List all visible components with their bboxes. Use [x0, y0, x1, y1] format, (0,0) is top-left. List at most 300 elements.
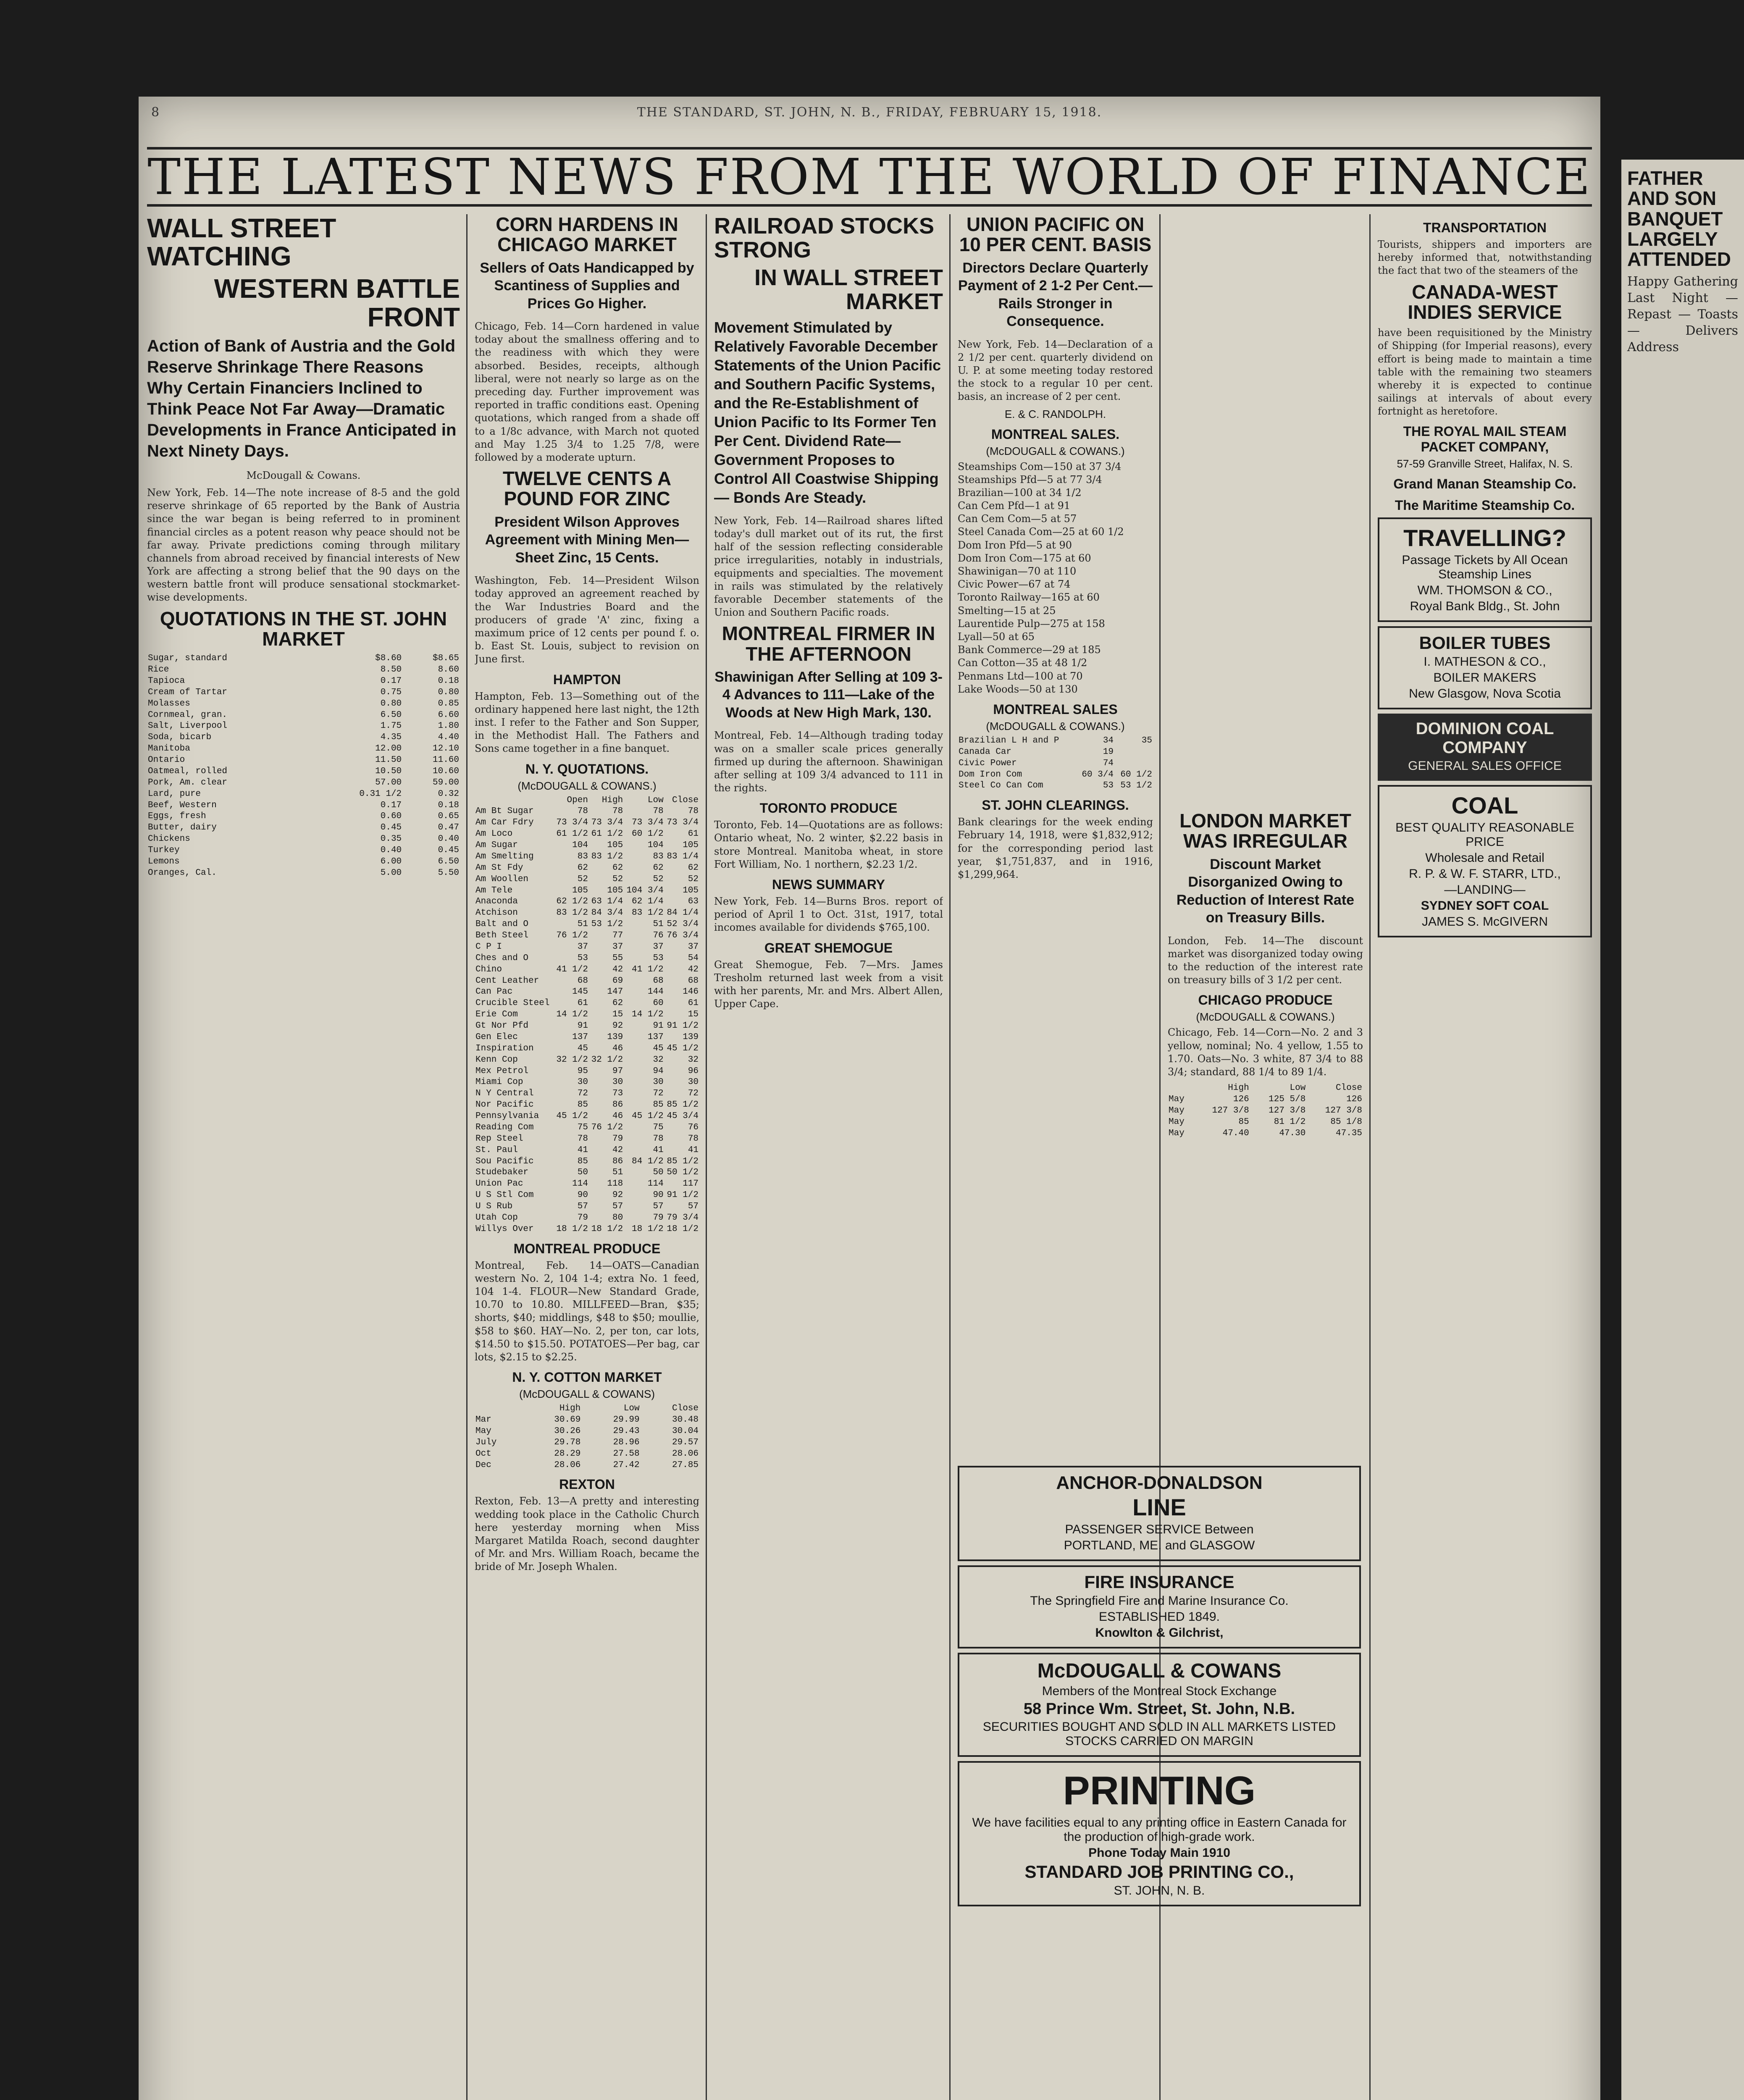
table-cell: 79 [612, 1134, 623, 1144]
table-cell: 104 [647, 840, 664, 850]
ad-matheson-city: New Glasgow, Nova Scotia [1409, 687, 1561, 701]
table-header [475, 1403, 699, 1415]
deck-zinc: President Wilson Approves Agreement with Mining Men—Sheet Zinc, 15 Cents. [485, 514, 689, 566]
list-item: Can Cotton—35 at 48 1/2 [958, 657, 1087, 669]
table-cell: 78 [653, 806, 664, 816]
table-cell: 85 [577, 1156, 588, 1166]
table-cell: Am Bt Sugar [475, 806, 534, 816]
table-cell: 6.60 [438, 710, 459, 720]
list-item: Steamships Com—150 at 37 3/4 [958, 460, 1122, 472]
table-cell: Kenn Cop [475, 1055, 518, 1065]
table-row [147, 789, 460, 800]
table-cell: 51 [577, 919, 588, 929]
headline-union-pacific: UNION PACIFIC ON 10 PER CENT. BASIS [959, 214, 1152, 256]
table-cell: 0.45 [438, 845, 459, 856]
packet-company: THE ROYAL MAIL STEAM PACKET COMPANY, [1403, 424, 1567, 455]
adjacent-headline: FATHER AND SON BANQUET LARGELY ATTENDED [1627, 167, 1731, 270]
table-cell: 0.75 [380, 687, 402, 697]
header-cell: Open [567, 795, 588, 805]
table-cell: 14 1/2 [632, 1010, 664, 1020]
ad-coal-title: COAL [1451, 792, 1518, 819]
deck-corn: Sellers of Oats Handicapped by Scantiness of Supplies and Prices Go Higher. [480, 260, 694, 312]
table-row [475, 942, 699, 953]
headline-nyq: N. Y. QUOTATIONS. [525, 761, 649, 777]
ad-travelling-co: WM. THOMSON & CO., [1417, 583, 1552, 598]
headline-cotton: N. Y. COTTON MARKET [512, 1370, 662, 1385]
table-cell: 52 [653, 874, 664, 884]
headline-west-indies: CANADA-WEST INDIES SERVICE [1408, 281, 1562, 323]
header-cell [475, 1403, 523, 1415]
table-row [958, 747, 1153, 758]
headline-battle-front: WESTERN BATTLE FRONT [214, 273, 460, 332]
table-cell: 54 [688, 953, 699, 963]
list-item: Dom Iron Pfd—5 at 90 [958, 539, 1072, 551]
table-cell: 45 3/4 [667, 1111, 699, 1121]
ad-anchor-route: PORTLAND, ME. and GLASGOW [1064, 1538, 1255, 1552]
nyq-table [475, 795, 699, 1235]
ad-sydney: SYDNEY SOFT COAL [1421, 899, 1549, 913]
table-cell: Steel Co Can Com [959, 781, 1043, 791]
column-rule [949, 214, 951, 2100]
table-cell: 60 1/2 [632, 829, 664, 839]
table-cell: 104 3/4 [626, 885, 664, 895]
table-cell: May [475, 1426, 491, 1436]
table-cell: 53 1/2 [591, 919, 623, 929]
header-cell: Close [1335, 1083, 1362, 1093]
table-cell: 57 [577, 1202, 588, 1211]
table-row [475, 1213, 699, 1224]
table-cell: Pennsylvania [475, 1111, 539, 1121]
table-cell: 18 1/2 [556, 1224, 588, 1234]
table-row [147, 710, 460, 721]
table-row [475, 1122, 699, 1134]
table-cell: 32 [653, 1055, 664, 1065]
table-cell: 0.85 [438, 698, 459, 709]
table-cell: 53 [577, 953, 588, 963]
headline-london: LONDON MARKET WAS IRREGULAR [1179, 810, 1351, 852]
table-cell: 47.35 [1335, 1128, 1362, 1138]
ads-block [958, 1462, 1361, 1911]
table-cell: 1.75 [380, 721, 402, 731]
headline-transportation: TRANSPORTATION [1423, 220, 1547, 235]
table-cell: St. Paul [475, 1145, 518, 1155]
table-cell: 57.00 [375, 777, 402, 788]
headline-rexton: REXTON [559, 1477, 615, 1492]
table-row [475, 1167, 699, 1179]
table-row [147, 822, 460, 834]
table-cell: 61 [688, 998, 699, 1008]
table-cell: 50 1/2 [667, 1168, 699, 1178]
table-row [475, 987, 699, 998]
table-cell: 0.40 [380, 845, 402, 856]
table-cell: Canada Car [959, 747, 1012, 757]
table-cell: 75 [577, 1122, 588, 1132]
table-cell: 95 [577, 1066, 588, 1076]
table-cell [1114, 758, 1153, 769]
ad-mcgivern: JAMES S. McGIVERN [1421, 915, 1548, 929]
table-cell: 0.31 1/2 [359, 789, 402, 799]
table-cell: 105 [607, 840, 623, 850]
list-item: Civic Power—67 at 74 [958, 578, 1071, 591]
table-cell: Manitoba [148, 744, 190, 754]
table-cell: 91 [577, 1021, 588, 1031]
table-cell: 0.47 [438, 823, 459, 833]
table-row [147, 687, 460, 698]
table-cell: 84 3/4 [591, 908, 623, 918]
table-row [475, 1043, 699, 1055]
deck-railroad: Movement Stimulated by Relatively Favorable December Statements of the Union Pacific and Southern Pacific Systems, and the Re-Establishment of Union Pacific to Its Former Ten Per Cent. Dividend Rate—Government Proposes to Control All Coastwise Shipping — Bonds Are Steady. [714, 318, 941, 506]
table-cell: 96 [688, 1066, 699, 1076]
header-cell [475, 795, 554, 806]
table-cell: 6.50 [380, 710, 402, 720]
table-cell: 72 [577, 1089, 588, 1099]
table-row [1168, 1128, 1363, 1139]
packet-address: 57-59 Granville Street, Halifax, N. S. [1397, 457, 1573, 470]
ad-mcd-sub: Members of the Montreal Stock Exchange [1042, 1684, 1277, 1698]
table-cell: 12.00 [375, 744, 402, 754]
headline-wall-street-market: IN WALL STREET MARKET [754, 265, 943, 315]
table-cell: 28.96 [613, 1437, 640, 1447]
table-cell: 81 1/2 [1274, 1117, 1306, 1127]
table-cell: 6.00 [380, 856, 402, 866]
table-cell: 61 [577, 998, 588, 1008]
table-cell: 45 1/2 [556, 1111, 588, 1121]
article-body: New York, Feb. 14—Declaration of a 2 1/2 per cent. quarterly dividend on U. P. at some meeting today restored the stock to a regular 10 per cent. basis, an increase of 2 per cent. [958, 338, 1153, 403]
ad-travelling-addr: Royal Bank Bldg., St. John [1410, 599, 1560, 614]
chicago-credit: (McDOUGALL & COWANS.) [1196, 1011, 1335, 1024]
table-cell: 57 [688, 1202, 699, 1211]
table-cell: 53 [1103, 781, 1114, 791]
header-cell: Close [672, 795, 699, 805]
table-row [147, 868, 460, 879]
article-body: Great Shemogue, Feb. 7—Mrs. James Tresholm returned last week from a visit with her parents, Mr. and Mrs. Albert Allen, Upper Cape. [714, 958, 943, 1010]
header-cell: Close [672, 1404, 699, 1414]
table-cell: U S Rub [475, 1202, 513, 1211]
table-row [475, 1460, 699, 1471]
table-cell: 45 1/2 [667, 1043, 699, 1053]
grand-manan: Grand Manan Steamship Co. [1393, 476, 1576, 492]
table-cell: Studebaker [475, 1168, 529, 1178]
table-cell: May [1169, 1094, 1185, 1104]
table-cell: 50 [653, 1168, 664, 1178]
table-cell: Beef, Western [148, 800, 217, 810]
table-cell: 0.65 [438, 811, 459, 822]
table-cell: 12.10 [432, 744, 459, 754]
table-cell: 85 1/8 [1330, 1117, 1362, 1127]
table-row [147, 766, 460, 777]
table-cell: 29.78 [554, 1437, 581, 1447]
ad-landing: —LANDING— [1444, 883, 1526, 897]
table-row [958, 735, 1153, 747]
ad-mcd-addr: 58 Prince Wm. Street, St. John, N.B. [1023, 1700, 1295, 1718]
header-cell: Low [647, 795, 664, 805]
table-cell: 30 [612, 1077, 623, 1087]
table-cell: 73 3/4 [591, 818, 623, 828]
table-cell: 34 [1103, 735, 1114, 746]
table-row [475, 1426, 699, 1437]
table-cell: 45 [653, 1043, 664, 1053]
table-cell: Am Car Fdry [475, 818, 534, 828]
column-1 [147, 214, 460, 2100]
table-cell: 63 1/4 [591, 897, 623, 907]
table-cell: 61 1/2 [591, 829, 623, 839]
headline-quotations: QUOTATIONS IN THE ST. JOHN MARKET [160, 607, 447, 650]
table-cell: 73 3/4 [667, 818, 699, 828]
ad-print-co: STANDARD JOB PRINTING CO., [1024, 1862, 1294, 1882]
table-row [475, 908, 699, 919]
ad-starr: R. P. & W. F. STARR, LTD., [1409, 867, 1561, 881]
table-cell: Atchison [475, 908, 518, 918]
table-cell: 76 1/2 [591, 1122, 623, 1132]
table-cell: May [1169, 1117, 1185, 1127]
table-cell: 139 [607, 1032, 623, 1042]
ad-boiler [1378, 626, 1592, 709]
table-cell: 85 [577, 1100, 588, 1110]
table-cell: 139 [683, 1032, 699, 1042]
headline-montreal-sales-2: MONTREAL SALES [993, 701, 1118, 717]
header-cell: Low [1290, 1083, 1306, 1093]
table-cell: 32 1/2 [556, 1055, 588, 1065]
table-cell: 60 [653, 998, 664, 1008]
table-cell: 73 3/4 [632, 818, 664, 828]
table-row [147, 777, 460, 789]
transport-intro: Tourists, shippers and importers are hereby informed that, notwithstanding the fact that two of the steamers of the [1378, 239, 1592, 277]
list-item: Dom Iron Com—175 at 60 [958, 552, 1091, 564]
table-cell: 145 [572, 987, 588, 997]
table-cell: Am Tele [475, 885, 513, 895]
table-cell: 4.40 [438, 732, 459, 743]
table-cell: 0.17 [380, 676, 402, 686]
header-cell: High [601, 795, 623, 805]
table-cell: Anaconda [475, 897, 518, 907]
column-rule [466, 214, 468, 2100]
table-cell: 42 [688, 964, 699, 974]
table-cell: 90 [577, 1190, 588, 1200]
table-row [475, 874, 699, 885]
table-cell: 37 [688, 942, 699, 952]
table-cell: 85 [1238, 1117, 1249, 1127]
table-cell: 68 [653, 976, 664, 986]
table-cell: 105 [607, 885, 623, 895]
table-cell: 144 [647, 987, 664, 997]
article-body: Toronto, Feb. 14—Quotations are as follows: Ontario wheat, No. 2 winter, $2.22 basis in store Montreal. Manitoba wheat, in store Fort William, No. 1 northern, $2.23 1/2. [714, 819, 943, 870]
table-cell: 47.40 [1222, 1128, 1249, 1138]
ad-fire-title: FIRE INSURANCE [1084, 1572, 1234, 1592]
article-body: Washington, Feb. 14—President Wilson today approved an agreement reached by the War Industries Board and the producers of grade 'A' zinc, fixing a maximum price of 12 cents per pound f. o. b. East St. Louis, subject to revision on June first. [475, 575, 699, 665]
table-cell: 85 1/2 [667, 1100, 699, 1110]
table-cell: Erie Com [475, 1010, 518, 1020]
list-item: Toronto Railway—165 at 60 [958, 591, 1100, 604]
list-item: Smelting—15 at 25 [958, 604, 1056, 617]
table-cell: Molasses [148, 698, 190, 709]
table-cell: 80 [612, 1213, 623, 1223]
table-cell: 114 [572, 1179, 588, 1189]
table-cell: Mar [475, 1415, 491, 1425]
table-cell: 52 3/4 [667, 919, 699, 929]
table-cell: 1.80 [438, 721, 459, 731]
table-cell: 37 [612, 942, 623, 952]
table-cell: July [475, 1437, 497, 1447]
table-row [147, 845, 460, 856]
table-cell: Oct [475, 1449, 491, 1459]
table-row [475, 1190, 699, 1201]
table-cell: 41 1/2 [556, 964, 588, 974]
table-cell: Chino [475, 964, 502, 974]
table-cell: 30.48 [672, 1415, 699, 1425]
table-cell: 62 1/4 [632, 897, 664, 907]
table-cell: 57 [612, 1202, 623, 1211]
table-cell: $8.60 [375, 654, 402, 664]
header-cell: High [1228, 1083, 1249, 1093]
table-cell: 50 [577, 1168, 588, 1178]
ad-coal-sub2: Wholesale and Retail [1425, 851, 1544, 865]
table-cell: 6.50 [438, 856, 459, 866]
table-cell: 105 [683, 885, 699, 895]
table-cell: 37 [653, 942, 664, 952]
table-cell: 78 [688, 1134, 699, 1144]
table-cell: Union Pac [475, 1179, 523, 1189]
table-cell: 84 1/2 [632, 1156, 664, 1166]
table-cell: 57 [653, 1202, 664, 1211]
table-header [475, 795, 699, 806]
table-cell: 68 [688, 976, 699, 986]
table-cell: 41 [688, 1145, 699, 1155]
montreal-sales-list [958, 460, 1153, 696]
table-cell: Can Pac [475, 987, 513, 997]
table-cell: 73 [612, 1089, 623, 1099]
table-row [475, 1032, 699, 1043]
table-cell: 19 [1103, 747, 1114, 757]
list-item: Penmans Ltd—100 at 70 [958, 670, 1083, 682]
table-cell [1114, 747, 1153, 758]
table-row [958, 780, 1153, 792]
headline-railroad: RAILROAD STOCKS STRONG [714, 214, 935, 262]
table-cell: Pork, Am. clear [148, 777, 228, 788]
table-row [147, 664, 460, 676]
table-cell: 30.26 [554, 1426, 581, 1436]
table-row [475, 1077, 699, 1088]
headline-news-summary: NEWS SUMMARY [772, 877, 885, 892]
table-cell: 52 [577, 874, 588, 884]
table-cell: Crucible Steel [475, 998, 550, 1008]
table-cell: Cream of Tartar [148, 687, 228, 697]
table-cell: Am Sugar [475, 840, 518, 850]
table-cell: 11.60 [432, 755, 459, 765]
table-cell: 60 3/4 [1082, 769, 1114, 780]
transport-body: have been requisitioned by the Ministry of Shipping (for Imperial reasons), every effort is being made to maintain a time table with the remaining two steamers whereby it is expected to continue sailings at intervals of about every fortnight as heretofore. [1378, 327, 1592, 417]
cotton-credit: (McDOUGALL & COWANS) [519, 1388, 655, 1401]
table-cell: $8.65 [432, 654, 459, 664]
table-cell: 105 [572, 885, 588, 895]
table-row [147, 834, 460, 845]
table-cell: 117 [683, 1179, 699, 1189]
table-cell: 91 [653, 1021, 664, 1031]
table-cell: 127 3/8 [1325, 1105, 1362, 1116]
table-cell: Willys Over [475, 1224, 534, 1234]
article-body: Montreal, Feb. 14—OATS—Canadian western No. 2, 104 1-4; extra No. 1 feed, 104 1-4. FLOUR—New Standard Grade, 10.70 to 10.80. MILLFEED—Bran, $35; shorts, $40; middlings, $48 to $50; moullie, $58 to $60. HAY—No. 2, per ton, car lots, $14.50 to $15.50. POTATOES—Per bag, car lots, $2.15 to $2.25. [475, 1259, 699, 1363]
table-row [147, 743, 460, 755]
table-cell: 15 [688, 1010, 699, 1020]
ad-matheson: I. MATHESON & CO., [1424, 655, 1546, 669]
table-cell: Butter, dairy [148, 823, 217, 833]
ad-travelling-title: TRAVELLING? [1403, 525, 1566, 551]
table-cell: 83 [577, 851, 588, 861]
table-cell: 29.43 [613, 1426, 640, 1436]
ad-print-text: We have facilities equal to any printing office in Eastern Canada for the production of high-grade work. [972, 1816, 1347, 1844]
table-cell: 0.32 [438, 789, 459, 799]
table-cell: 41 [653, 1145, 664, 1155]
headline-montreal-produce: MONTREAL PRODUCE [513, 1241, 661, 1256]
headline-chicago: CHICAGO PRODUCE [1198, 992, 1333, 1008]
montreal-sales-2-credit: (McDOUGALL & COWANS.) [986, 719, 1125, 732]
table-cell: 86 [612, 1100, 623, 1110]
table-cell: 52 [688, 874, 699, 884]
table-row [475, 998, 699, 1009]
table-cell: 30.04 [672, 1426, 699, 1436]
list-item: Steel Canada Com—25 at 60 1/2 [958, 526, 1124, 538]
ad-matheson-sub: BOILER MAKERS [1433, 671, 1537, 685]
table-cell: Salt, Liverpool [148, 721, 228, 731]
table-cell: 85 [653, 1100, 664, 1110]
table-cell: 0.45 [380, 823, 402, 833]
article-body: London, Feb. 14—The discount market was disorganized today owing to the reduction of the interest rate on treasury bills of 3 1/2 per cent. [1168, 934, 1363, 986]
table-row [475, 1201, 699, 1213]
headline-hampton: HAMPTON [553, 672, 621, 687]
table-row [958, 769, 1153, 781]
table-row [475, 1021, 699, 1032]
ad-mcd-note: SECURITIES BOUGHT AND SOLD IN ALL MARKETS LISTED STOCKS CARRIED ON MARGIN [982, 1720, 1336, 1748]
table-cell: 0.18 [438, 676, 459, 686]
headline-corn: CORN HARDENS IN CHICAGO MARKET [496, 214, 678, 256]
table-cell: 137 [572, 1032, 588, 1042]
table-row [475, 851, 699, 863]
table-cell: 30 [577, 1077, 588, 1087]
ad-dominion-coal [1378, 714, 1592, 781]
table-cell: 86 [612, 1156, 623, 1166]
table-cell: Balt and O [475, 919, 529, 929]
table-cell: 126 [1346, 1094, 1362, 1104]
table-cell: Nor Pacific [475, 1100, 534, 1110]
deck-london: Discount Market Disorganized Owing to Reduction of Interest Rate on Treasury Bills. [1176, 856, 1355, 926]
table-cell: 137 [647, 1032, 664, 1042]
deck-montreal-firmer: Shawinigan After Selling at 109 3-4 Advances to 111—Lake of the Woods at New High Mark, 130. [714, 669, 943, 721]
table-cell: 118 [607, 1179, 623, 1189]
table-row [475, 976, 699, 987]
table-cell: U S Stl Com [475, 1190, 534, 1200]
chicago-table [1168, 1083, 1363, 1139]
article-body: Rexton, Feb. 13—A pretty and interesting wedding took place in the Catholic Church here yesterday morning when Miss Margaret Matilda Roach, second daughter of Mr. and Mrs. William Roach, became the bride of Mr. Joseph Whalen. [475, 1495, 699, 1573]
table-row [147, 721, 460, 732]
table-cell: 62 [653, 863, 664, 873]
table-cell: 75 [653, 1122, 664, 1132]
table-cell: Cornmeal, gran. [148, 710, 228, 720]
article-body: New York, Feb. 14—Burns Bros. report of period of April 1 to Oct. 31st, 1917, total incomes available for dividends $765,100. [714, 895, 943, 934]
table-cell: 61 [688, 829, 699, 839]
table-cell: 47.30 [1279, 1128, 1306, 1138]
table-cell: 62 [612, 863, 623, 873]
table-cell: 46 [612, 1043, 623, 1053]
ad-mcdougall [958, 1653, 1361, 1757]
table-cell: 105 [683, 840, 699, 850]
table-row [475, 1156, 699, 1168]
list-item: Can Cem Pfd—1 at 91 [958, 500, 1071, 512]
table-cell: 18 1/2 [591, 1224, 623, 1234]
folio-line [139, 105, 1600, 120]
table-cell: 76 1/2 [556, 931, 588, 940]
table-cell: Turkey [148, 845, 180, 856]
table-cell: 125 5/8 [1269, 1094, 1306, 1104]
table-cell: 97 [612, 1066, 623, 1076]
